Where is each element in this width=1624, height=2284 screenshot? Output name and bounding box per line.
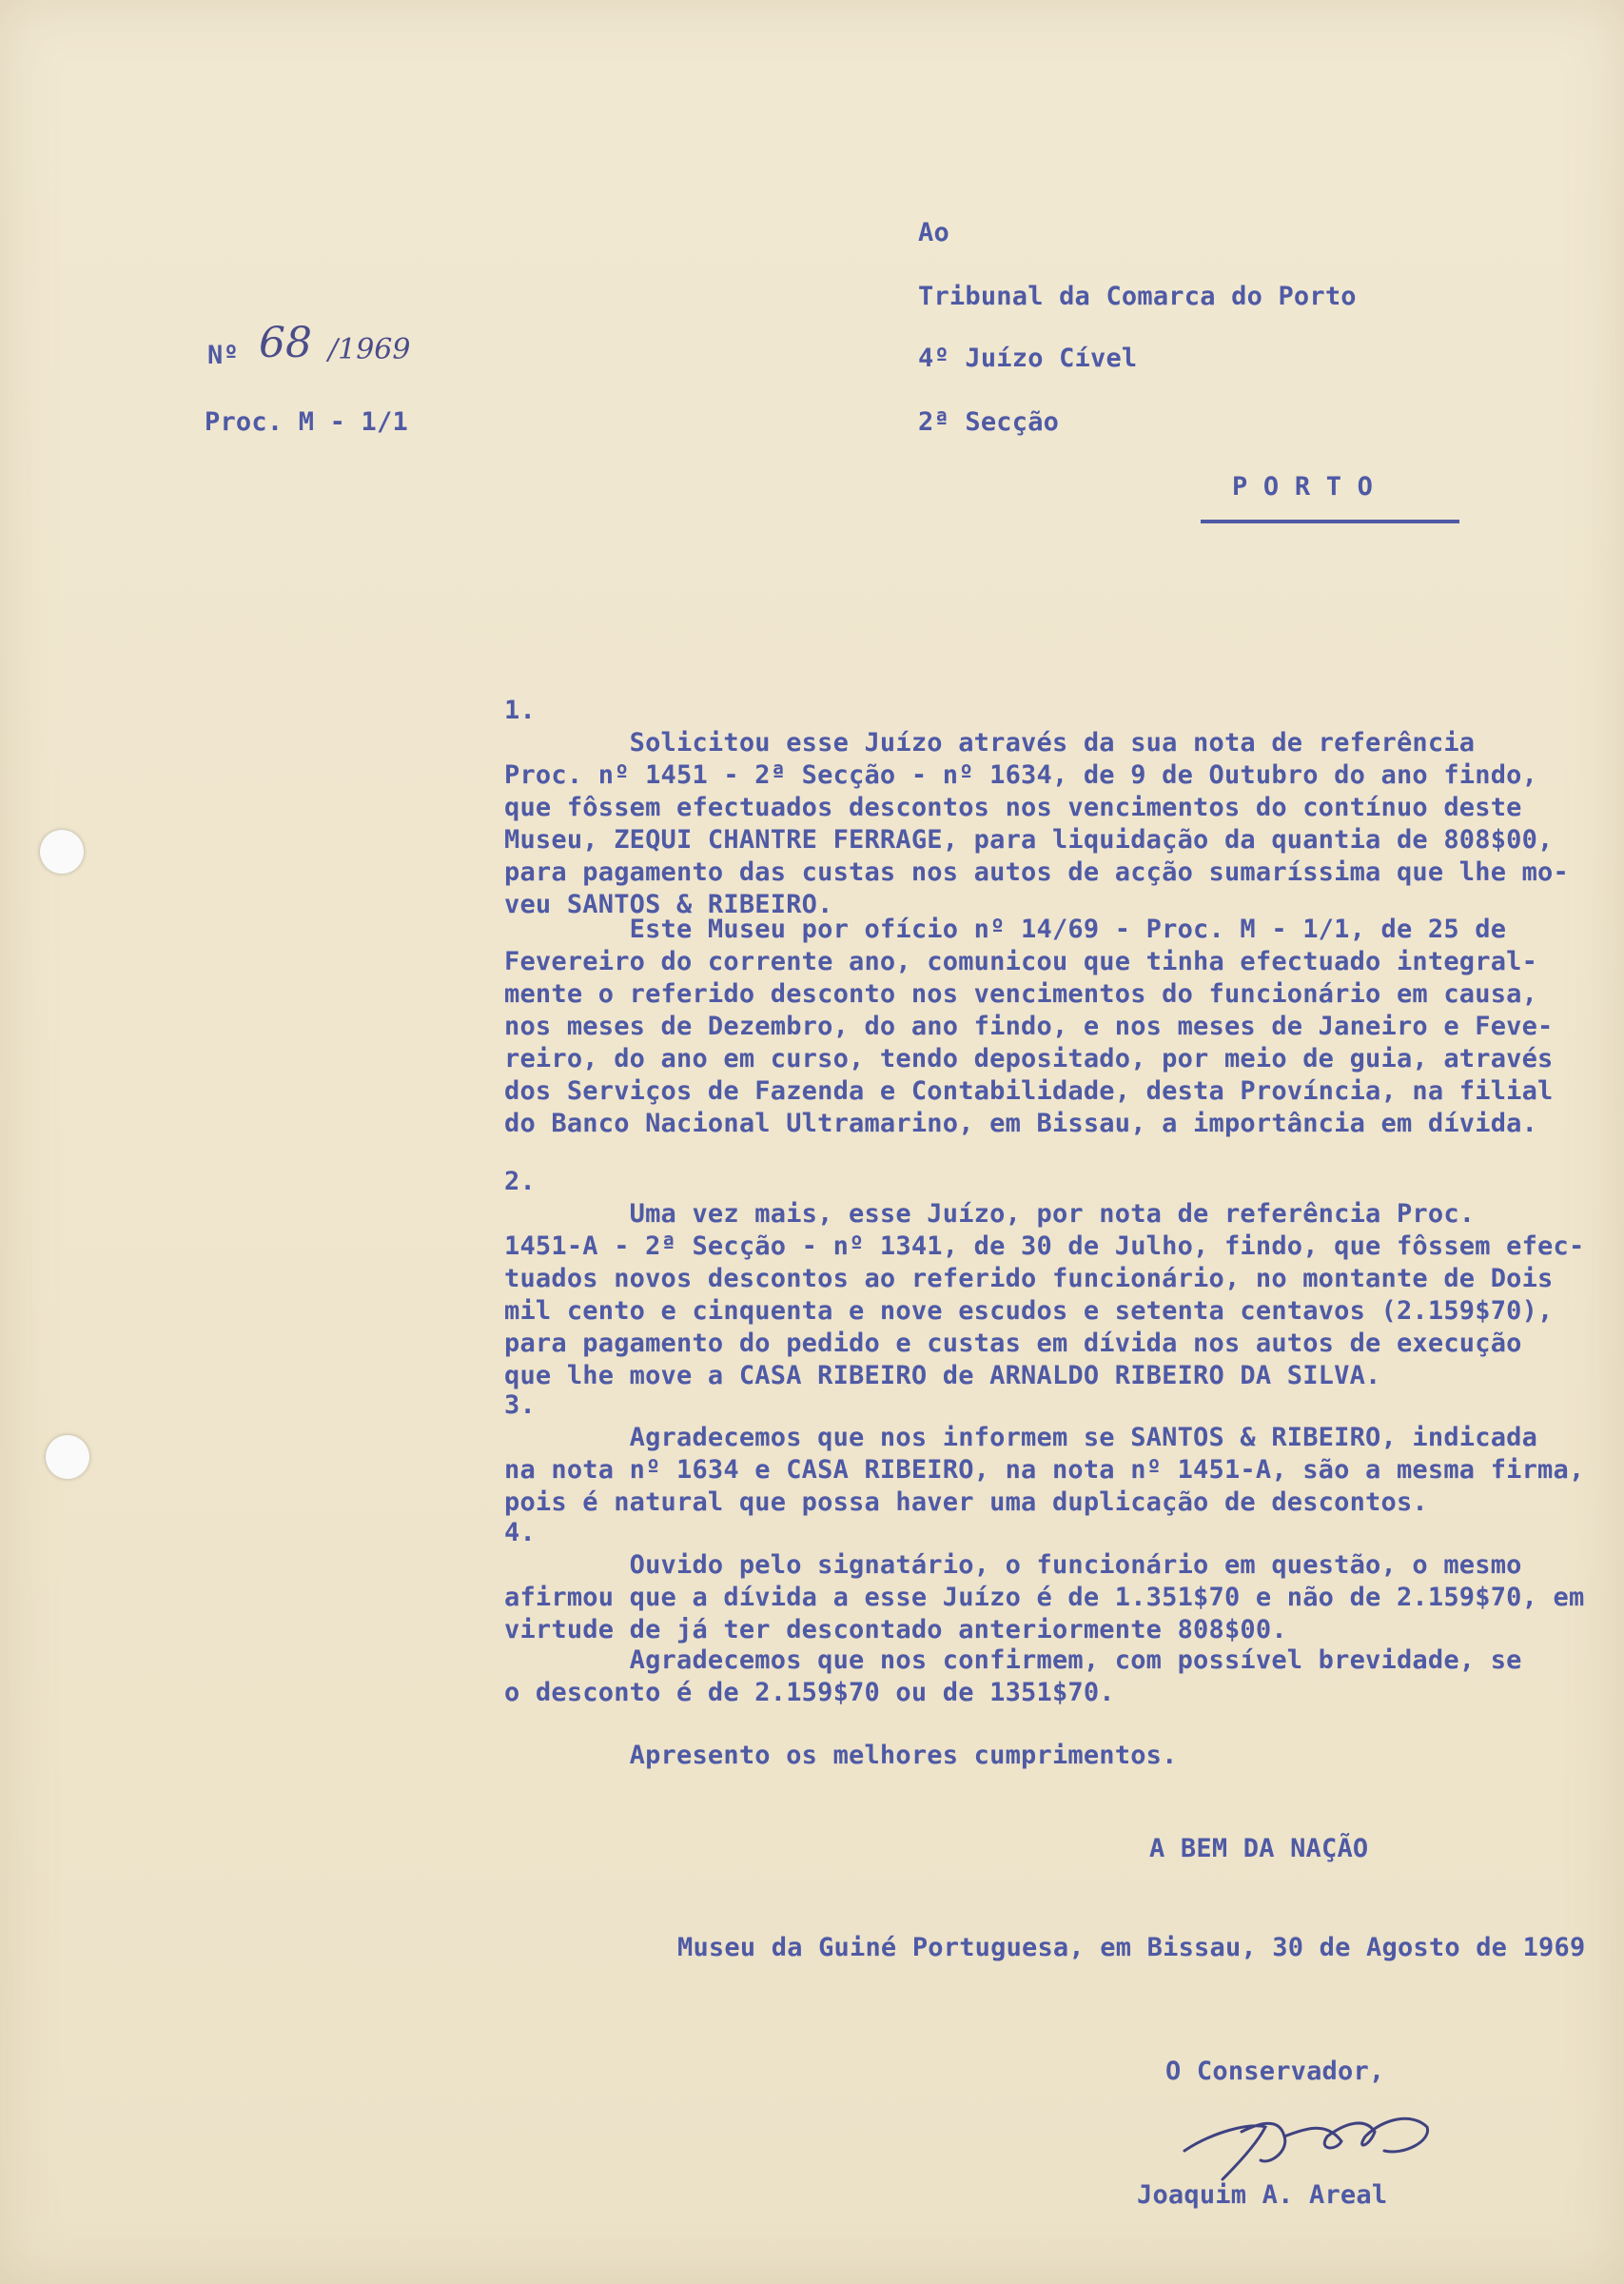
- paragraph-line: Uma vez mais, esse Juízo, por nota de referência Proc.: [504, 1199, 1476, 1229]
- paragraph-line: pois é natural que possa haver uma duplicação de descontos.: [504, 1487, 1428, 1517]
- paragraph-2: [504, 1166, 1598, 1392]
- paragraph-line: para pagamento das custas nos autos de acção sumaríssima que lhe mo-: [504, 857, 1569, 887]
- motto: A BEM DA NAÇÃO: [1149, 1834, 1369, 1863]
- proc-reference: Proc. M - 1/1: [205, 407, 408, 437]
- recipient-line-4: 2ª Secção: [918, 407, 1060, 437]
- paragraph-line: Este Museu por ofício nº 14/69 - Proc. M - 1/1, de 25 de: [504, 915, 1507, 944]
- paragraph-line: o desconto é de 2.159$70 ou de 1351$70.: [504, 1678, 1115, 1707]
- paragraph-4: [504, 1517, 1598, 1646]
- ref-prefix: Nº: [207, 341, 239, 370]
- signer-name: Joaquim A. Areal: [1137, 2180, 1388, 2210]
- paragraph-line: Agradecemos que nos confirmem, com possível brevidade, se: [504, 1645, 1522, 1675]
- paragraph-line: Solicitou esse Juízo através da sua nota de referência: [504, 728, 1476, 758]
- paragraph-line: do Banco Nacional Ultramarino, em Bissau, a importância em dívida.: [504, 1109, 1538, 1138]
- paragraph-1b: [504, 914, 1598, 1140]
- paragraph-3: [504, 1389, 1598, 1519]
- paragraph-line: na nota nº 1634 e CASA RIBEIRO, na nota nº 1451-A, são a mesma firma,: [504, 1455, 1585, 1485]
- signatory-role: O Conservador,: [1165, 2057, 1385, 2086]
- ref-number-handwritten: 68: [259, 319, 312, 367]
- city-underline: [1201, 520, 1459, 523]
- recipient-line-3: 4º Juízo Cível: [918, 344, 1138, 373]
- punch-hole-top: [40, 830, 84, 874]
- paragraph-line: afirmou que a dívida a esse Juízo é de 1.351$70 e não de 2.159$70, em: [504, 1583, 1585, 1612]
- paragraph-line: Agradecemos que nos informem se SANTOS & RIBEIRO, indicada: [504, 1423, 1538, 1452]
- paragraph-4b: [504, 1644, 1598, 1709]
- paragraph-line: Ouvido pelo signatário, o funcionário em questão, o mesmo: [504, 1550, 1522, 1580]
- paragraph-line: Apresento os melhores cumprimentos.: [504, 1741, 1178, 1770]
- recipient-line-2: Tribunal da Comarca do Porto: [918, 282, 1357, 311]
- paragraph-line: Proc. nº 1451 - 2ª Secção - nº 1634, de 9 de Outubro do ano findo,: [504, 760, 1538, 790]
- paragraph-line: que lhe move a CASA RIBEIRO de ARNALDO RIBEIRO DA SILVA.: [504, 1361, 1381, 1390]
- paragraph-line: 1451-A - 2ª Secção - nº 1341, de 30 de Julho, findo, que fôssem efec-: [504, 1231, 1585, 1261]
- paragraph-line: nos meses de Dezembro, do ano findo, e nos meses de Janeiro e Feve-: [504, 1012, 1554, 1041]
- paragraph-line: tuados novos descontos ao referido funcionário, no montante de Dois: [504, 1264, 1554, 1293]
- paragraph-line: Fevereiro do corrente ano, comunicou que tinha efectuado integral-: [504, 947, 1538, 976]
- paragraph-line: para pagamento do pedido e custas em dívida nos autos de execução: [504, 1329, 1522, 1358]
- paragraph-line: que fôssem efectuados descontos nos vencimentos do contínuo deste: [504, 793, 1522, 822]
- paragraph-line: dos Serviços de Fazenda e Contabilidade, desta Província, na filial: [504, 1076, 1554, 1106]
- paragraph-1: [504, 695, 1598, 921]
- ref-year-handwritten: /1969: [328, 333, 411, 366]
- paragraph-line: mente o referido desconto nos vencimentos do funcionário em causa,: [504, 979, 1538, 1009]
- paragraph-number: 1.: [504, 696, 536, 725]
- paragraph-number: 3.: [504, 1390, 536, 1420]
- paragraph-line: reiro, do ano em curso, tendo depositado, por meio de guia, através: [504, 1044, 1554, 1073]
- punch-hole-bottom: [46, 1435, 89, 1479]
- recipient-city: P O R T O: [1232, 472, 1374, 502]
- place-date: Museu da Guiné Portuguesa, em Bissau, 30 de Agosto de 1969: [677, 1933, 1586, 1962]
- paragraph-line: virtude de já ter descontado anteriormente 808$00.: [504, 1615, 1287, 1644]
- paragraph-line: mil cento e cinquenta e nove escudos e setenta centavos (2.159$70),: [504, 1296, 1554, 1326]
- paragraph-number: 2.: [504, 1167, 536, 1196]
- paragraph-line: Museu, ZEQUI CHANTRE FERRAGE, para liquidação da quantia de 808$00,: [504, 825, 1554, 855]
- recipient-line-1: Ao: [918, 218, 949, 247]
- paragraph-number: 4.: [504, 1518, 536, 1547]
- closing-paragraph: [504, 1740, 1598, 1772]
- paragraph-line: veu SANTOS & RIBEIRO.: [504, 890, 833, 919]
